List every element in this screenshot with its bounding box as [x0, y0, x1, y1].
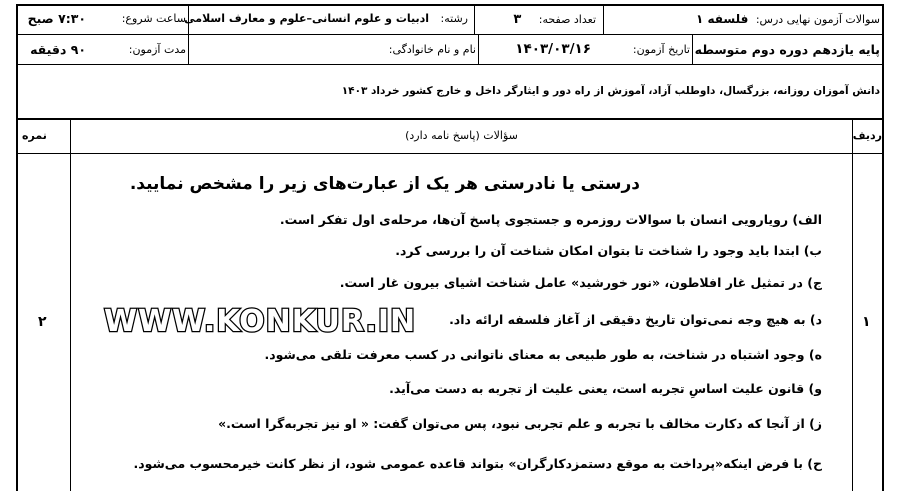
column-header-score: نمره: [22, 129, 47, 142]
page-count-cell: [513, 12, 596, 27]
question-score: ۲: [38, 314, 47, 330]
question-item-jim: ج) در تمثیل غار افلاطون، «نور خورشید» عامل شناخت اشیای بیرون غار است.: [339, 275, 822, 290]
column-header-questions: سؤالات (پاسخ نامه دارد): [405, 129, 518, 142]
page-count-label: تعداد صفحه:: [538, 13, 596, 26]
field: ادبیات و علوم انسانی–علوم و معارف اسلامی: [184, 12, 430, 25]
sep-r2-a: [692, 34, 693, 65]
page-count: ۳: [513, 12, 522, 27]
exam-date-label: تاریخ آزمون:: [632, 43, 690, 56]
field-label: رشته:: [440, 12, 468, 25]
exam-date: ۱۴۰۳/۰۳/۱۶: [515, 41, 591, 57]
duration-label: مدت آزمون:: [128, 43, 186, 56]
col-sep-score: [70, 118, 71, 491]
exam-subject-label: سوالات آزمون نهایی درس:: [755, 13, 880, 26]
field-cell: [184, 12, 468, 25]
exam-subject-cell: [696, 12, 880, 26]
duration: ۹۰ دقیقه: [30, 42, 86, 57]
sep-r1-a: [603, 4, 604, 35]
question-instruction: درستی یا نادرستی هر یک از عبارت‌های زیر را مشخص نمایید.: [129, 174, 640, 194]
row-number: ۱: [862, 314, 871, 330]
col-sep-row: [852, 118, 853, 491]
question-item-vav: و) قانون علیت اساسِ تجربه است، یعنی علیت از تجربه به دست می‌آید.: [389, 381, 822, 396]
start-time: ۷:۳۰ صبح: [27, 11, 86, 26]
border-left: [16, 4, 18, 491]
question-item-he-jimi: ح) با فرض اینکه«پرداخت به موقع دستمزدکارگران» بتواند قاعده عمومی شود، از نظر کانت خیرمحسوب می‌شود.: [133, 456, 822, 471]
question-item-be: ب) ابتدا باید وجود را شناخت تا بتوان امکان شناخت آن را بررسی کرد.: [395, 243, 822, 258]
question-item-he: ه) وجود اشتباه در شناخت، به طور طبیعی به معنای ناتوانی در کسب معرفت تلقی می‌شود.: [264, 347, 822, 362]
column-header-row: ردیف: [852, 129, 882, 142]
question-item-ze: ز) از آنجا که دکارت مخالف با تجربه و علم تجربی نبود، پس می‌توان گفت: « او نیز تجربه‌گرا است.»: [218, 416, 822, 431]
name-label: نام و نام خانوادگی:: [388, 43, 476, 56]
start-time-label: ساعت شروع:: [121, 12, 186, 25]
sep-r1-b: [474, 4, 475, 35]
header-row1-bottom: [16, 34, 884, 35]
watermark: WWW.KONKUR.IN: [104, 304, 417, 339]
exam-description: دانش آموزان روزانه، بزرگسال، داوطلب آزاد، آموزش از راه دور و ایثارگر داخل و خارج کشور خرداد ۱۴۰۳: [341, 85, 880, 97]
table-header-bottom: [16, 153, 884, 154]
border-top: [16, 4, 884, 6]
exam-subject: فلسفه ۱: [695, 12, 749, 26]
border-right: [882, 4, 884, 491]
sep-r2-b: [478, 34, 479, 65]
question-item-alef: الف) رویارویی انسان با سوالات روزمره و جستجوی پاسخ آن‌ها، مرحله‌ی اول تفکر است.: [279, 212, 822, 227]
question-item-dal: د) به هیچ وجه نمی‌توان تاریخ دقیقی از آغاز فلسفه ارائه داد.: [449, 312, 822, 327]
header-row3-bottom: [16, 118, 884, 120]
header-row2-bottom: [16, 64, 884, 65]
start-time-cell: [122, 12, 186, 25]
grade: پایه یازدهم دوره دوم متوسطه: [694, 42, 880, 57]
